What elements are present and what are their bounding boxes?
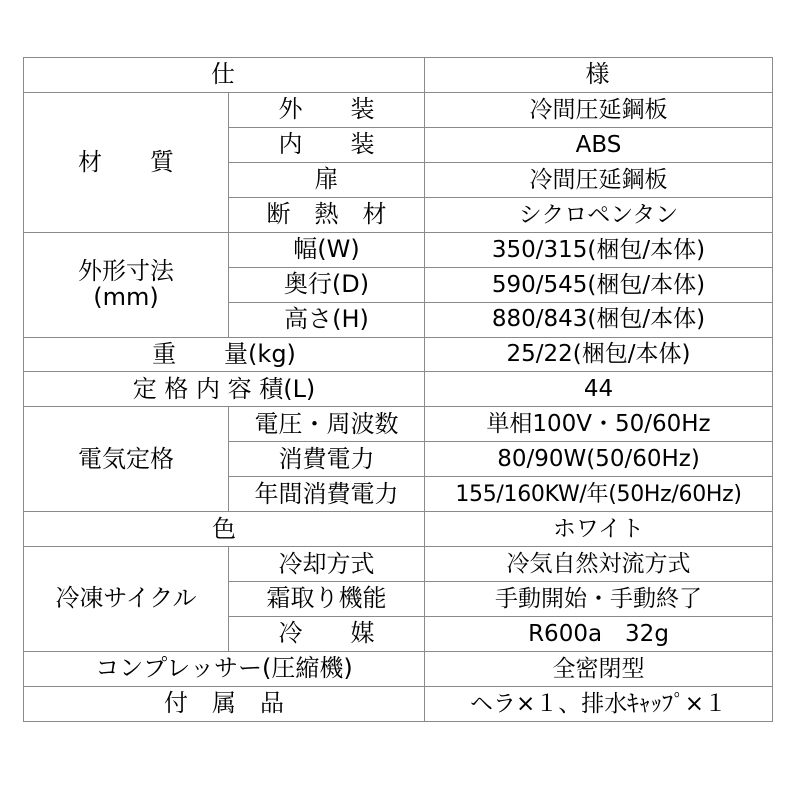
item-value: 冷間圧延鋼板 [425,162,773,197]
capacity-label: 定 格 内 容 積(L) [24,372,425,407]
item-value: 590/545(梱包/本体) [425,267,773,302]
item-value: シクロペンタン [425,197,773,232]
item-value: ABS [425,127,773,162]
item-value: 冷気自然対流方式 [425,547,773,582]
weight-label: 重 量(kg) [24,337,425,372]
table-row [24,512,773,547]
item-value: 880/843(梱包/本体) [425,302,773,337]
table-row [24,372,773,407]
item-value: R600a 32g [425,617,773,652]
item-label: 霜取り機能 [229,582,425,617]
header-spec-right: 様 [425,58,773,93]
table-row [24,92,773,127]
item-value: 80/90W(50/60Hz) [425,442,773,477]
item-label: 年間消費電力 [229,477,425,512]
item-label: 幅(W) [229,232,425,267]
table-header-row [24,58,773,93]
item-value: 単相100V・50/60Hz [425,407,773,442]
item-label: 扉 [229,162,425,197]
color-value: ホワイト [425,512,773,547]
table-row [24,407,773,442]
item-value: 冷間圧延鋼板 [425,92,773,127]
item-label: 冷却方式 [229,547,425,582]
color-label: 色 [24,512,425,547]
table-row [24,337,773,372]
table-row [24,651,773,686]
item-label: 奥行(D) [229,267,425,302]
compressor-label: コンプレッサー(圧縮機) [24,651,425,686]
weight-value: 25/22(梱包/本体) [425,337,773,372]
item-label: 断 熱 材 [229,197,425,232]
item-label: 内 装 [229,127,425,162]
capacity-value: 44 [425,372,773,407]
header-spec-left: 仕 [24,58,425,93]
compressor-value: 全密閉型 [425,651,773,686]
category-dimensions [24,232,229,337]
table-row [24,547,773,582]
spec-table [23,57,773,722]
category-electrical: 電気定格 [24,407,229,512]
item-label: 消費電力 [229,442,425,477]
category-refrigeration: 冷凍サイクル [24,547,229,652]
table-row [24,232,773,267]
category-dimensions-unit: (mm) [93,282,159,311]
category-material: 材 質 [24,92,229,232]
item-label: 電圧・周波数 [229,407,425,442]
category-dimensions-title: 外形寸法 [78,257,174,286]
item-label: 外 装 [229,92,425,127]
accessories-label: 付 属 品 [24,686,425,721]
item-label: 冷 媒 [229,617,425,652]
item-label: 高さ(H) [229,302,425,337]
table-row [24,686,773,721]
item-value: 手動開始・手動終了 [425,582,773,617]
item-value: 155/160KW/年(50Hz/60Hz) [425,477,773,512]
item-value: 350/315(梱包/本体) [425,232,773,267]
accessories-value: ヘラ×１、排水ｷｬｯﾌﾟ×１ [425,686,773,721]
